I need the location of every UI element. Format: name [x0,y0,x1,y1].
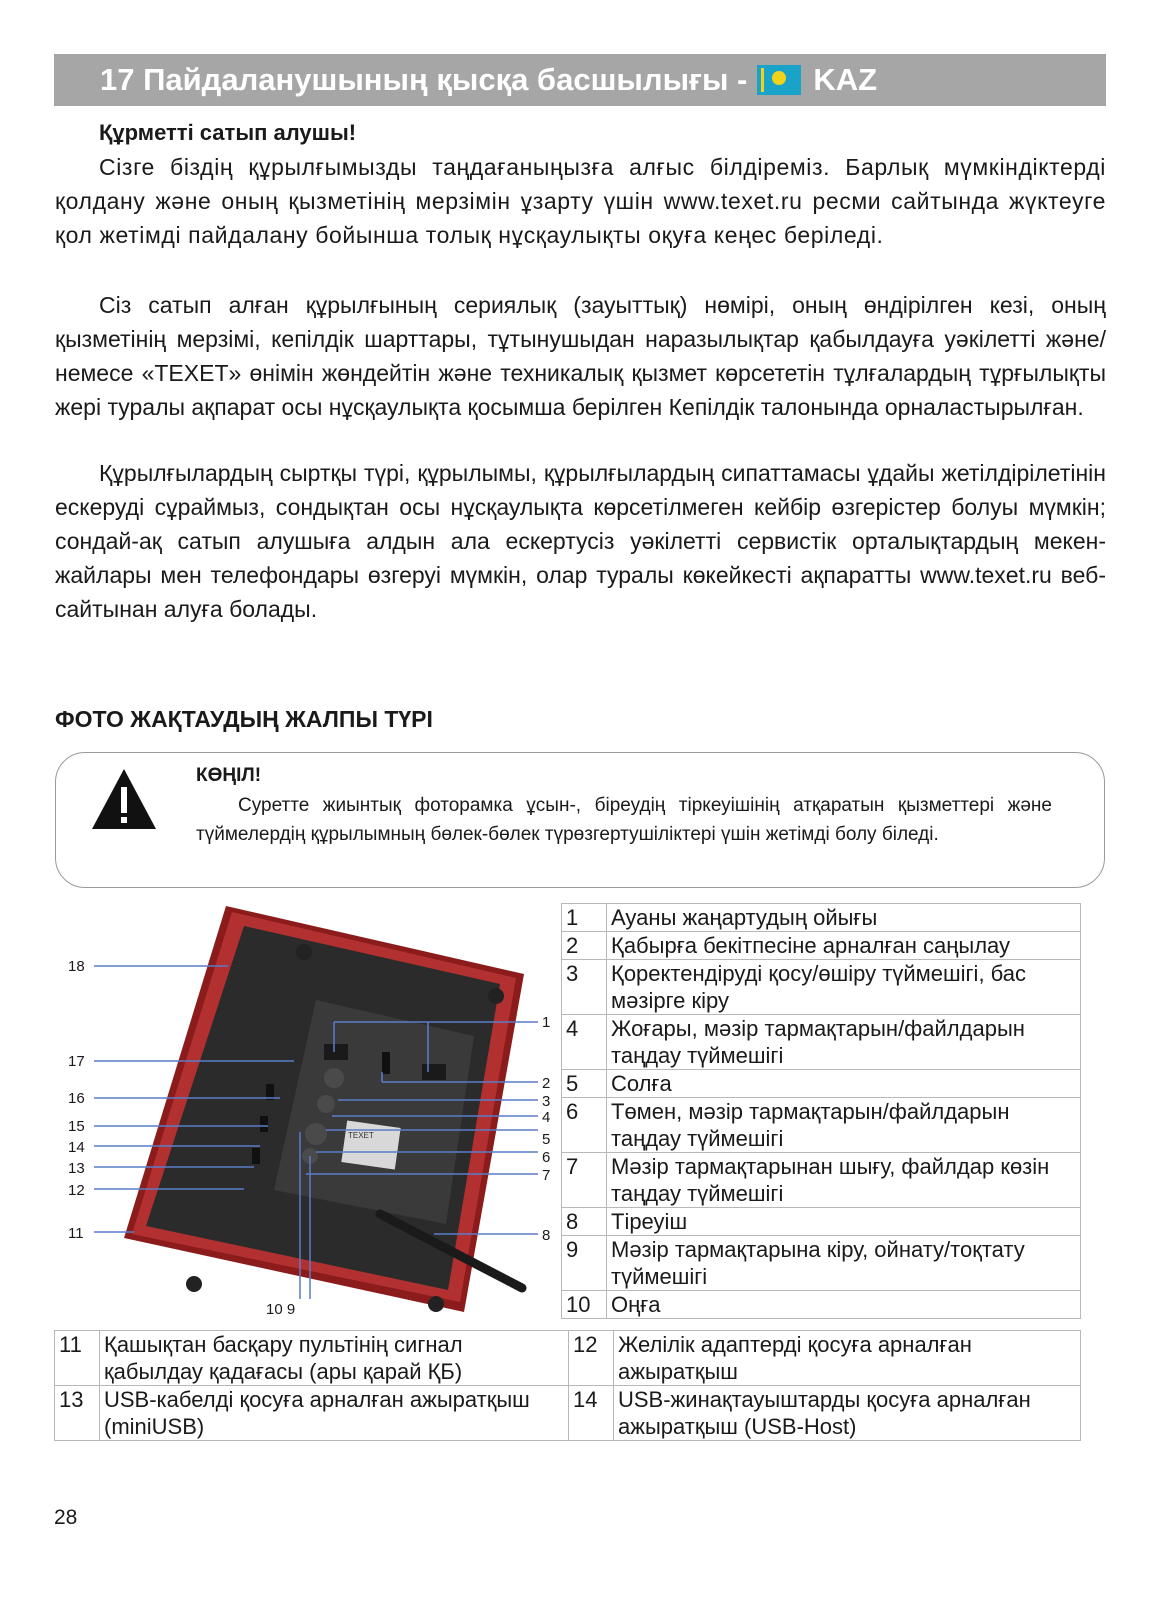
callout-1: 1 [542,1014,551,1031]
legend-num: 9 [562,1236,607,1291]
legend-num: 2 [562,932,607,960]
port-text: Желілік адаптерді қосуға арналған ажыратқыш [614,1331,1081,1386]
callout-7: 7 [542,1167,551,1184]
section-title: ФОТО ЖАҚТАУДЫҢ ЖАЛПЫ ТҮРІ [55,706,433,732]
callout-15: 15 [68,1118,85,1135]
port-text: USB-жинақтауыштарды қосуға арналған ажыратқыш (USB-Host) [614,1386,1081,1441]
legend-text: Оңға [607,1291,1081,1319]
table-row [562,1070,1081,1098]
table-row [562,1208,1081,1236]
legend-text: Қабырға бекітпесіне арналған саңылау [607,932,1081,960]
legend-text: Тіреуіш [607,1208,1081,1236]
legend-num: 4 [562,1015,607,1070]
legend-num: 1 [562,904,607,932]
port-text: USB-кабелді қосуға арналған ажыратқыш (miniUSB) [100,1386,569,1441]
table-row [562,1153,1081,1208]
warning-box [55,752,1105,888]
header-language: KAZ [813,62,878,97]
paragraph-warranty: Сіз сатып алған құрылғының сериялық (зауыттық) нөмірі, оның өндірілген кезі, оның қызметінің мерзімі, кепілдік шарттары, тұтынушыдан наразылықтар қабылдауға уәкілетті және/немесе «TEXET» өнімін жөндейтін және техникалық қызмет көрсететін тұлғалардың тұрғылықты жері туралы ақпарат осы нұсқаулықта қосымша берілген Кепілдік талонында орналастырылған. [55,292,1106,420]
device-sticker [341,1120,400,1169]
callout-12: 12 [68,1182,85,1199]
table-row [562,904,1081,932]
warning-icon [90,767,158,831]
button-power [324,1068,344,1088]
callout-5: 5 [542,1131,551,1148]
legend-text: Мәзір тармақтарына кіру, ойнату/тоқтату түймешігі [607,1236,1081,1291]
port-num: 12 [569,1331,614,1386]
warning-text: Суретте жиынтық фоторамка ұсын-, біреудің тіркеуішінің атқаратын қызметтері және түймелердің құрылымның бөлек-бөлек түрөзгертушіліктері үшін жетімді болу біледі. [196,795,1052,845]
callout-16: 16 [68,1090,85,1107]
legend-num: 7 [562,1153,607,1208]
table-row [562,932,1081,960]
callout-3: 3 [542,1093,551,1110]
page-number: 28 [54,1506,78,1529]
callout-2: 2 [542,1075,551,1092]
legend-num: 3 [562,960,607,1015]
legend-text: Ауаны жаңартудың ойығы [607,904,1081,932]
legend-num: 10 [562,1291,607,1319]
table-row [562,1236,1081,1291]
legend-text: Солға [607,1070,1081,1098]
table-row [562,960,1081,1015]
legend-num: 8 [562,1208,607,1236]
callout-10-9: 10 9 [266,1301,296,1318]
button-enter [305,1123,327,1145]
legend-num: 6 [562,1098,607,1153]
warning-title: КӨҢІЛ! [196,765,262,786]
kazakhstan-flag-icon [757,65,801,95]
port-num: 13 [55,1386,100,1441]
table-row [562,1291,1081,1319]
greeting: Құрметті сатып алушы! [99,120,357,145]
header-title: 17 Пайдаланушының қысқа басшылығы - [100,62,748,97]
legend-text: Мәзір тармақтарынан шығу, файлдар көзін таңдау түймешігі [607,1153,1081,1208]
callout-14: 14 [68,1139,85,1156]
callout-17: 17 [68,1053,85,1070]
callout-18: 18 [68,958,85,975]
photo-frame-diagram [54,904,560,1324]
legend-table [561,903,1081,1319]
ports-table [54,1330,1081,1441]
port-text: Қашықтан басқару пультінің сигнал қабылдау қадағасы (ары қарай ҚБ) [100,1331,569,1386]
table-row [562,1098,1081,1153]
callout-4: 4 [542,1109,551,1126]
paragraph-intro: Сізге біздің құрылғымызды таңдағаныңызға алғыс білдіреміз. Барлық мүмкіндіктерді қолдану және оның қызметінің мерзімін ұзарту үшін www.texet.ru ресми сайтында жүктеуге қол жетімді пайдалану бойынша толық нұсқаулықты оқуға кеңес беріледі. [55,154,1106,248]
callout-8: 8 [542,1227,551,1244]
sticker-brand: TEXET [348,1131,374,1140]
button-up [317,1095,335,1113]
port-num: 11 [55,1331,100,1386]
table-row [562,1015,1081,1070]
table-row [55,1331,1081,1386]
callout-6: 6 [542,1149,551,1166]
table-row [55,1386,1081,1441]
paragraph-changes: Құрылғылардың сыртқы түрі, құрылымы, құрылғылардың сипаттамасы ұдайы жетілдірілетінін ескеруді сұраймыз, сондықтан осы нұсқаулықта көрсетілмеген кейбір өзгерістер болуы мүмкін; сондай-ақ сатып алушыға алдын ала ескертусіз уәкілетті сервистік орталықтардың мекен-жайлары мен телефондары өзгеруі мүмкін, олар туралы көкейкесті ақпаратты www.texet.ru веб-сайтынан алуға болады. [55,460,1106,622]
callout-13: 13 [68,1160,85,1177]
legend-text: Қоректендіруді қосу/өшіру түймешігі, бас мәзірге кіру [607,960,1081,1015]
callout-11: 11 [68,1225,84,1242]
legend-num: 5 [562,1070,607,1098]
port-num: 14 [569,1386,614,1441]
legend-text: Төмен, мәзір тармақтарын/файлдарын таңдау түймешігі [607,1098,1081,1153]
section-header [54,54,1106,106]
legend-text: Жоғары, мәзір тармақтарын/файлдарын таңдау түймешігі [607,1015,1081,1070]
